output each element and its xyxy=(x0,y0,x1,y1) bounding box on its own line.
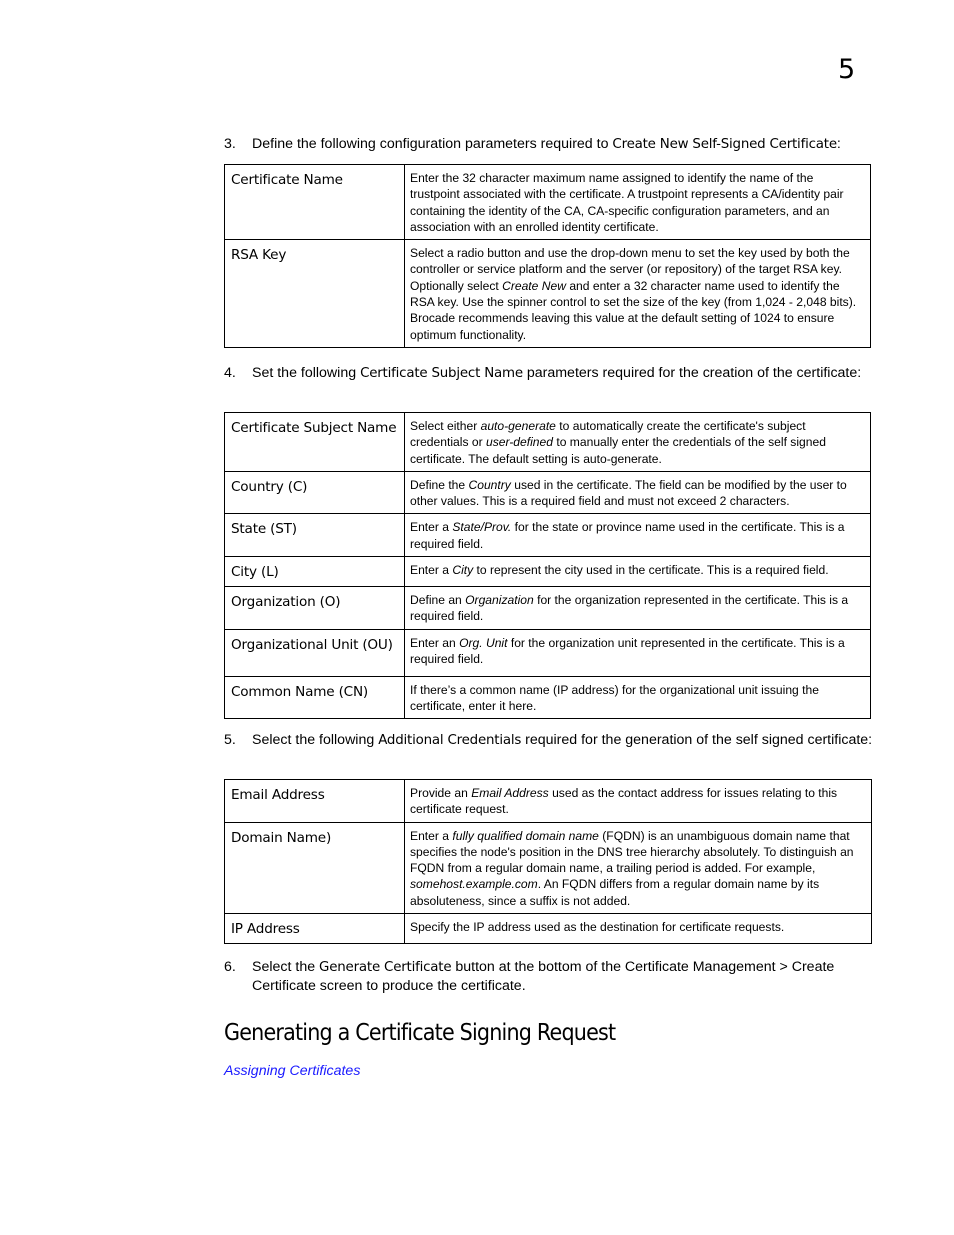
step-text: Select the xyxy=(252,959,320,975)
step-3 xyxy=(224,135,874,154)
step-6 xyxy=(224,958,874,996)
desc-text: Enter a xyxy=(410,563,453,578)
desc-text: used in the certificate. The field can be modified by the user to other values. This is a required field and must not exceed 2 characters. xyxy=(410,477,847,509)
param-description xyxy=(405,240,871,348)
step-keyword: Create New Self-Signed Certificate xyxy=(612,137,837,152)
table-row xyxy=(225,165,871,240)
step-keyword: Generate Certificate xyxy=(319,960,452,975)
table-row xyxy=(225,629,871,676)
desc-italic: Create New xyxy=(502,278,566,293)
param-name: Certificate Name xyxy=(225,165,405,240)
table-row xyxy=(225,822,872,913)
param-description xyxy=(405,587,871,630)
chapter-number: 5 xyxy=(838,54,856,85)
desc-text: to manually enter the credentials of the self signed certificate. The default setting is auto-generate. xyxy=(410,435,826,466)
param-description: If there’s a common name (IP address) for the organizational unit issuing the certificate, enter it here. xyxy=(405,676,871,719)
desc-text: used as the contact address for issues relating to this certificate request. xyxy=(410,786,838,817)
param-name: Organization (O) xyxy=(225,587,405,630)
desc-italic: user-defined xyxy=(485,435,553,450)
step-text-end: : xyxy=(836,136,841,152)
desc-italic: City xyxy=(452,563,474,578)
desc-text: to automatically create the certificate's subject credentials or xyxy=(410,419,806,450)
param-name: Domain Name) xyxy=(225,822,405,913)
desc-italic: Org. Unit xyxy=(459,635,508,650)
param-name: Email Address xyxy=(225,780,405,823)
table-row xyxy=(225,780,872,823)
param-description xyxy=(405,629,871,676)
desc-text: Enter a xyxy=(410,520,453,535)
certificate-params-table xyxy=(224,164,871,348)
param-description: Specify the IP address used as the destination for certificate requests. xyxy=(405,914,872,944)
section-heading: Generating a Certificate Signing Request xyxy=(224,1020,616,1046)
step-text-end: parameters required for the creation of the certificate: xyxy=(522,365,862,381)
param-name: Country (C) xyxy=(225,471,405,514)
step-number: 5. xyxy=(224,732,236,748)
step-text: Define the following configuration parameters required to xyxy=(252,136,613,152)
desc-text: to represent the city used in the certificate. This is a required field. xyxy=(473,563,829,578)
desc-text: (FQDN) is an unambiguous domain name that specifies the node's position in the DNS tree hierarchy absolutely. To distinguish an FQDN from a regular domain name, a trailing period is added. For example, xyxy=(410,828,854,876)
desc-italic: fully qualified domain name xyxy=(452,828,599,843)
step-number: 6. xyxy=(224,959,236,975)
desc-text: for the organization unit represented in the certificate. This is a required field. xyxy=(410,635,845,666)
desc-text: Provide an xyxy=(410,786,472,800)
assigning-certificates-link[interactable]: Assigning Certificates xyxy=(224,1063,361,1079)
additional-credentials-table xyxy=(224,779,872,944)
table-row xyxy=(225,240,871,348)
desc-text: . An FQDN differs from a regular domain name by its absoluteness, since a suffix is not added. xyxy=(410,877,820,908)
table-row xyxy=(225,557,871,587)
param-name: Organizational Unit (OU) xyxy=(225,629,405,676)
param-name: Certificate Subject Name xyxy=(225,413,405,472)
desc-text: Define the xyxy=(410,477,469,492)
step-4 xyxy=(224,364,874,383)
step-text: Select the following xyxy=(252,732,379,748)
step-text: Set the following xyxy=(252,365,361,381)
subject-name-table xyxy=(224,412,871,719)
desc-italic: auto-generate xyxy=(480,419,556,433)
param-name: RSA Key xyxy=(225,240,405,348)
param-description xyxy=(405,780,872,823)
table-row xyxy=(225,676,871,719)
desc-italic: somehost.example.com xyxy=(410,877,538,892)
param-description xyxy=(405,471,871,514)
param-name: State (ST) xyxy=(225,514,405,557)
step-number: 4. xyxy=(224,365,236,381)
table-row xyxy=(225,413,871,472)
desc-text: Select either xyxy=(410,419,481,433)
table-row xyxy=(225,914,872,944)
param-description xyxy=(405,413,871,472)
step-keyword: Additional Credentials xyxy=(378,733,522,748)
desc-text: and enter a 32 character name used to identify the RSA key. Use the spinner control to set the size of the key (from 1,024 - 2,048 bits). Brocade recommends leaving this value at the default setting of 1024 to ensure optimum functionality. xyxy=(410,278,857,342)
desc-text: for the organization represented in the certificate. This is a required field. xyxy=(410,593,849,624)
desc-text: Enter a xyxy=(410,828,453,843)
table-row xyxy=(225,514,871,557)
desc-text: Enter an xyxy=(410,635,460,650)
step-5 xyxy=(224,731,874,750)
desc-text: Define an xyxy=(410,593,466,608)
desc-text: Select a radio button and use the drop-down menu to set the key used by both the controller or service platform and the server (or repository) of the target RSA key. Optionally select xyxy=(410,246,850,293)
desc-italic: Organization xyxy=(465,593,534,608)
param-description xyxy=(405,514,871,557)
param-description: Enter the 32 character maximum name assigned to identify the name of the trustpoint associated with the certificate. A trustpoint represents a CA/identity pair containing the identity of the CA, CA-specific configuration parameters, and an association with an enrolled identity certificate. xyxy=(405,165,871,240)
table-row xyxy=(225,471,871,514)
step-keyword: Certificate Subject Name xyxy=(360,366,523,381)
step-number: 3. xyxy=(224,136,236,152)
param-description xyxy=(405,822,872,913)
table-row xyxy=(225,587,871,630)
desc-italic: State/Prov. xyxy=(452,520,512,535)
step-text-end: button at the bottom of the Certificate Management > Create Certificate screen to produce the certificate. xyxy=(252,959,835,994)
param-name: Common Name (CN) xyxy=(225,676,405,719)
desc-text: for the state or province name used in the certificate. This is a required field. xyxy=(410,520,845,551)
param-description xyxy=(405,557,871,587)
desc-italic: Country xyxy=(468,477,511,492)
param-name: IP Address xyxy=(225,914,405,944)
param-name: City (L) xyxy=(225,557,405,587)
desc-italic: Email Address xyxy=(471,786,549,800)
step-text-end: required for the generation of the self signed certificate: xyxy=(521,732,873,748)
